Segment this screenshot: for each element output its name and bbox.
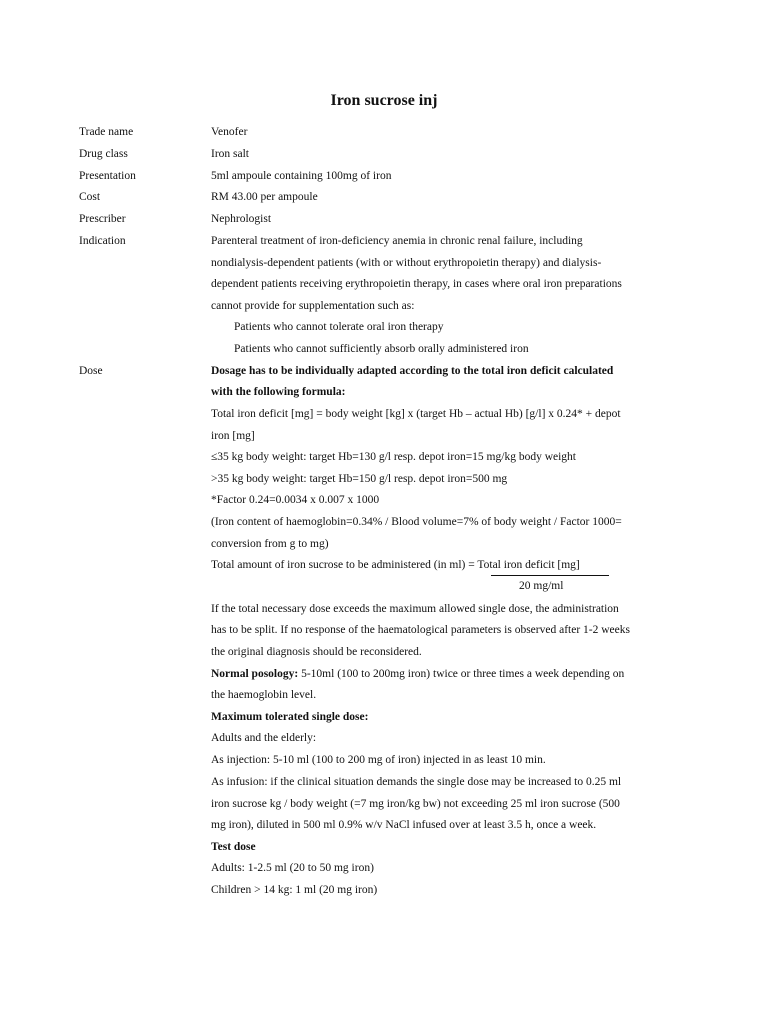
- total-amount-numerator: Total iron deficit [mg]: [477, 559, 580, 571]
- indication-line: Parenteral treatment of iron-deficiency anemia in chronic renal failure, including: [211, 235, 583, 247]
- value-drug-class: Iron salt: [211, 148, 250, 160]
- label-dose: Dose: [79, 365, 103, 377]
- label-presentation: Presentation: [79, 170, 136, 182]
- indication-bullet: Patients who cannot tolerate oral iron therapy: [234, 321, 444, 333]
- label-cost: Cost: [79, 191, 101, 203]
- dose-heading: with the following formula:: [211, 386, 346, 398]
- value-cost: RM 43.00 per ampoule: [211, 191, 318, 203]
- value-trade-name: Venofer: [211, 126, 248, 138]
- test-dose-children: Children > 14 kg: 1 ml (20 mg iron): [211, 884, 378, 896]
- total-amount-prefix: Total amount of iron sucrose to be administered (in ml) =: [211, 559, 478, 571]
- value-prescriber: Nephrologist: [211, 213, 272, 225]
- weight-rule-gt35: >35 kg body weight: target Hb=150 g/l resp. depot iron=500 mg: [211, 473, 508, 485]
- split-note: has to be split. If no response of the haematological parameters is observed after 1-2 weeks: [211, 624, 630, 636]
- indication-bullet: Patients who cannot sufficiently absorb orally administered iron: [234, 343, 529, 355]
- normal-posology: [211, 667, 624, 681]
- total-amount-denominator: 20 mg/ml: [519, 580, 564, 592]
- label-trade-name: Trade name: [79, 126, 134, 138]
- split-note: If the total necessary dose exceeds the maximum allowed single dose, the administration: [211, 603, 619, 615]
- page-title: Iron sucrose inj: [330, 92, 438, 109]
- dose-heading: Dosage has to be individually adapted according to the total iron deficit calculated: [211, 365, 614, 377]
- label-prescriber: Prescriber: [79, 213, 126, 225]
- fraction-rule: [491, 575, 609, 576]
- iron-content-note: (Iron content of haemoglobin=0.34% / Blood volume=7% of body weight / Factor 1000=: [211, 516, 622, 528]
- indication-line: dependent patients receiving erythropoietin therapy, in cases where oral iron preparations: [211, 278, 622, 290]
- normal-posology-cont: the haemoglobin level.: [211, 689, 317, 701]
- indication-line: nondialysis-dependent patients (with or without erythropoietin therapy) and dialysis-: [211, 257, 602, 269]
- test-dose-adults: Adults: 1-2.5 ml (20 to 50 mg iron): [211, 862, 374, 874]
- max-dose-heading: Maximum tolerated single dose:: [211, 711, 369, 723]
- injection-note: As injection: 5-10 ml (100 to 200 mg of iron) injected in as least 10 min.: [211, 754, 546, 766]
- label-indication: Indication: [79, 235, 126, 247]
- test-dose-heading: Test dose: [211, 841, 256, 853]
- formula-line: iron [mg]: [211, 430, 255, 442]
- normal-posology-label: Normal posology:: [211, 668, 299, 680]
- indication-line: cannot provide for supplementation such as:: [211, 300, 415, 312]
- normal-posology-text: 5-10ml (100 to 200mg iron) twice or three times a week depending on: [298, 668, 625, 680]
- iron-content-note: conversion from g to mg): [211, 538, 329, 550]
- adults-elderly: Adults and the elderly:: [211, 732, 317, 744]
- infusion-note: iron sucrose kg / body weight (=7 mg iron/kg bw) not exceeding 25 ml iron sucrose (500: [211, 798, 620, 810]
- value-presentation: 5ml ampoule containing 100mg of iron: [211, 170, 392, 182]
- formula-line: Total iron deficit [mg] = body weight [kg] x (target Hb – actual Hb) [g/l] x 0.24* + depot: [211, 408, 621, 420]
- label-drug-class: Drug class: [79, 148, 128, 160]
- infusion-note: mg iron), diluted in 500 ml 0.9% w/v NaCl infused over at least 3.5 h, once a week.: [211, 819, 597, 831]
- infusion-note: As infusion: if the clinical situation demands the single dose may be increased to 0.25 ml: [211, 776, 622, 788]
- weight-rule-le35: ≤35 kg body weight: target Hb=130 g/l resp. depot iron=15 mg/kg body weight: [211, 451, 576, 463]
- factor-note: *Factor 0.24=0.0034 x 0.007 x 1000: [211, 494, 380, 506]
- split-note: the original diagnosis should be reconsidered.: [211, 646, 422, 658]
- total-amount-formula: [211, 558, 580, 572]
